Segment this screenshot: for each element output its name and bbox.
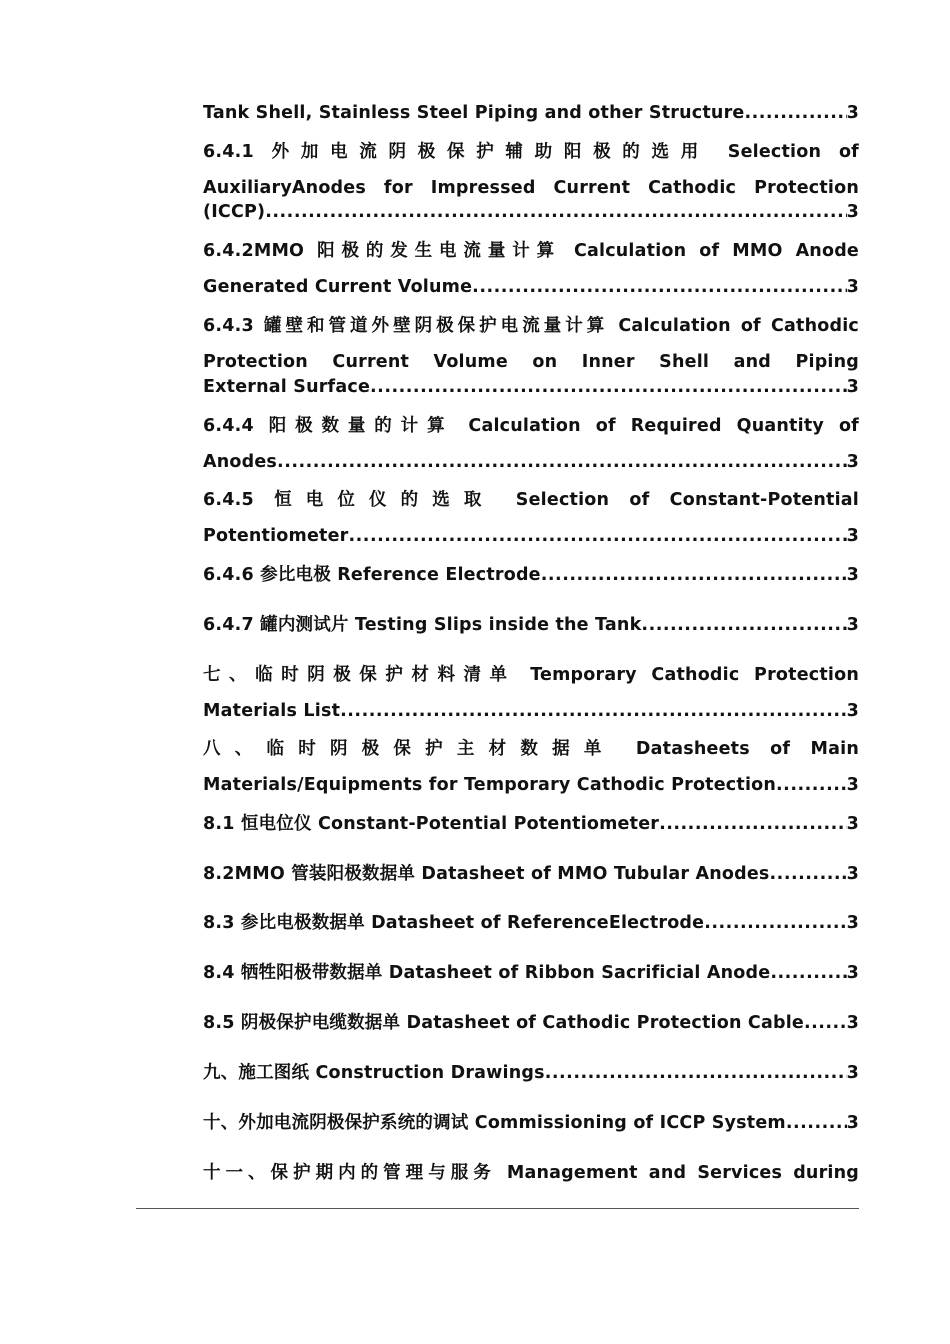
toc-entry-title: 8.4 牺牲阳极带数据单 Datasheet of Ribbon Sacrificial Anode [203,963,771,983]
toc-page-number: 3 [846,277,859,297]
toc-entry-last-line [203,375,859,399]
toc-page-number: 3 [846,565,859,585]
toc-page-number: 3 [846,701,859,721]
toc-entry-title: (ICCP) [203,202,266,222]
toc-entry-title: 6.4.7 罐内测试片 Testing Slips inside the Tank [203,615,642,635]
toc-leader-dots [770,862,847,886]
toc-entry-title: Tank Shell, Stainless Steel Piping and other Structure [203,103,745,123]
toc-entry-last-line [203,613,859,637]
toc-leader-dots [744,101,846,125]
toc-entry-last-line [203,862,859,886]
toc-page-number: 3 [846,913,859,933]
toc-leader-dots [541,563,847,587]
toc-entry-title: 8.3 参比电极数据单 Datasheet of ReferenceElectrode [203,913,705,933]
toc-entry-last-line [203,773,859,797]
toc-entry-line: 6.4.1 外加电流阴极保护辅助阳极的选用 Selection of [203,142,859,162]
toc-entry-line: 八、临时阴极保护主材数据单 Datasheets of Main [203,739,859,759]
toc-entry-title: 8.1 恒电位仪 Constant-Potential Potentiometer [203,814,660,834]
toc-page-number: 3 [846,864,859,884]
toc-entry-line: 6.4.4 阳极数量的计算 Calculation of Required Quantity of [203,416,859,436]
toc-entry-title: Generated Current Volume [203,277,473,297]
toc-entry-line: Protection Current Volume on Inner Shell and Piping [203,352,859,372]
toc-entry-title: External Surface [203,377,371,397]
toc-entry-last-line [203,524,859,548]
toc-entry-line: AuxiliaryAnodes for Impressed Current Cathodic Protection [203,178,859,198]
footer-rule [136,1208,859,1209]
toc-entry-last-line [203,275,859,299]
toc-entry-line: 6.4.2MMO 阳极的发生电流量计算 Calculation of MMO Anode [203,241,859,261]
toc-leader-dots [370,375,847,399]
toc-leader-dots [349,524,847,548]
toc-page-number: 3 [846,452,859,472]
toc-entry-line: 十一、保护期内的管理与服务 Management and Services during [203,1163,859,1183]
toc-leader-dots [804,1011,847,1035]
toc-page-number: 3 [846,963,859,983]
toc-entry-line: 6.4.3 罐壁和管道外壁阴极保护电流量计算 Calculation of Cathodic [203,316,859,336]
toc-entry-line: 七、临时阴极保护材料清单 Temporary Cathodic Protection [203,665,859,685]
toc-entry-last-line [203,1111,859,1135]
toc-entry-last-line [203,911,859,935]
toc-leader-dots [641,613,846,637]
toc-entry-title: 十、外加电流阴极保护系统的调试 Commissioning of ICCP System [203,1113,786,1133]
toc-entry-last-line [203,450,859,474]
toc-entry-last-line [203,200,859,224]
toc-entry-title: Anodes [203,452,278,472]
toc-leader-dots [770,961,846,985]
toc-leader-dots [277,450,847,474]
toc-entry-title: 九、施工图纸 Construction Drawings [203,1063,545,1083]
toc-leader-dots [704,911,846,935]
toc-page-number: 3 [846,526,859,546]
toc-entry-title: Materials/Equipments for Temporary Cathodic Protection [203,775,777,795]
toc-page-number: 3 [846,103,859,123]
toc-page-number: 3 [846,1013,859,1033]
toc-entry-title: 6.4.6 参比电极 Reference Electrode [203,565,541,585]
toc-entry-last-line [203,1061,859,1085]
toc-leader-dots [776,773,847,797]
toc-entry-last-line [203,101,859,125]
toc-page-number: 3 [846,202,859,222]
toc-entry-last-line [203,563,859,587]
toc-page-number: 3 [846,1113,859,1133]
toc-entry-title: 8.2MMO 管装阳极数据单 Datasheet of MMO Tubular Anodes [203,864,770,884]
toc-page-number: 3 [846,377,859,397]
toc-leader-dots [545,1061,847,1085]
toc-entry-title: 8.5 阴极保护电缆数据单 Datasheet of Cathodic Protection Cable [203,1013,804,1033]
toc-entry-title: Potentiometer [203,526,349,546]
toc-page-number: 3 [846,1063,859,1083]
toc-leader-dots [786,1111,847,1135]
toc-leader-dots [265,200,846,224]
toc-leader-dots [659,812,847,836]
toc-entry-last-line [203,699,859,723]
toc-page-number: 3 [846,814,859,834]
toc-entry-last-line [203,1011,859,1035]
toc-entry-last-line [203,961,859,985]
toc-leader-dots [340,699,846,723]
toc-entry-title: Materials List [203,701,341,721]
toc-entry-line: 6.4.5 恒电位仪的选取 Selection of Constant-Potential [203,490,859,510]
toc-page-number: 3 [846,775,859,795]
toc-leader-dots [472,275,846,299]
toc-entry-last-line [203,812,859,836]
toc-page-number: 3 [846,615,859,635]
